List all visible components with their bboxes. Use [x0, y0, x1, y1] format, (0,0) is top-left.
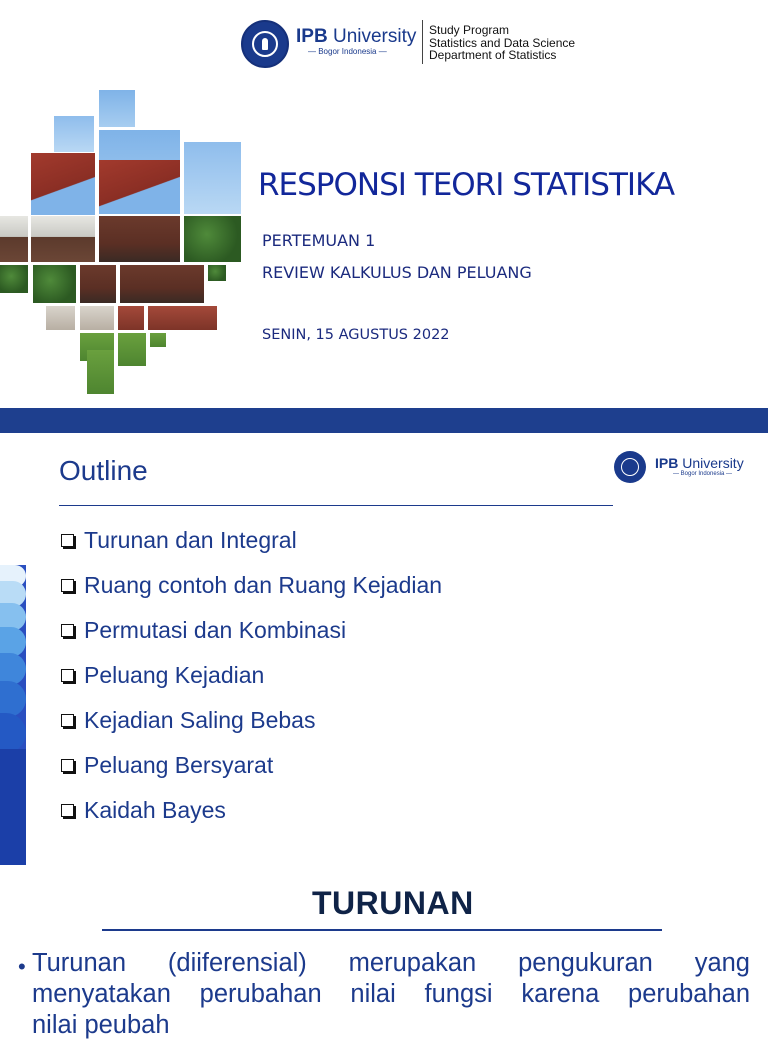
- brand-name-rest: University: [327, 26, 417, 47]
- study-program-block: [429, 24, 575, 62]
- presentation-title: RESPONSI TEORI STATISTIKA: [258, 167, 675, 203]
- meeting-label: PERTEMUAN 1: [262, 231, 376, 250]
- title-slide: [0, 0, 768, 408]
- checkbox-icon: [61, 534, 74, 547]
- checkbox-icon: [61, 669, 74, 682]
- checkbox-icon: [61, 714, 74, 727]
- outline-item-bersyarat: [61, 743, 442, 788]
- outline-item-label: Turunan dan Integral: [84, 527, 297, 553]
- paragraph-line-2: menyatakan perubahan nilai fungsi karena perubahan: [32, 980, 750, 1008]
- program-line-3: Department of Statistics: [429, 48, 557, 62]
- decorative-wave-strip: [0, 565, 26, 865]
- checkbox-icon: [61, 579, 74, 592]
- turunan-paragraph: [32, 948, 750, 1041]
- outline-list: [61, 518, 442, 833]
- outline-item-permutasi: [61, 608, 442, 653]
- bullet-icon: •: [18, 954, 26, 979]
- outline-title: Outline: [59, 455, 148, 486]
- outline-slide: [0, 433, 768, 868]
- outline-underline: [59, 505, 613, 506]
- program-line-2: Statistics and Data Science: [429, 35, 576, 50]
- topic-label: REVIEW KALKULUS DAN PELUANG: [262, 263, 532, 282]
- university-brand-small: [655, 456, 744, 477]
- outline-item-label: Peluang Bersyarat: [84, 752, 274, 778]
- header-divider: [422, 20, 423, 64]
- outline-item-turunan: [61, 518, 442, 563]
- paragraph-line-3: nilai peubah: [32, 1011, 170, 1039]
- outline-item-label: Kaidah Bayes: [84, 797, 226, 823]
- brand-name-bold: IPB: [296, 26, 328, 47]
- outline-item-ruang-contoh: [61, 563, 442, 608]
- outline-item-label: Ruang contoh dan Ruang Kejadian: [84, 572, 443, 598]
- small-brand-location: — Bogor Indonesia —: [673, 471, 733, 477]
- ipb-seal-logo: [241, 20, 289, 68]
- outline-item-label: Peluang Kejadian: [84, 662, 265, 688]
- checkbox-icon: [61, 759, 74, 772]
- outline-item-peluang-kejadian: [61, 653, 442, 698]
- brand-location: — Bogor Indonesia —: [308, 47, 387, 56]
- paragraph-line-1: Turunan (diiferensial) merupakan pengukuran yang: [32, 949, 750, 977]
- small-brand-bold: IPB: [655, 455, 679, 471]
- turunan-slide: [0, 868, 768, 1039]
- turunan-title: TURUNAN: [312, 885, 474, 921]
- checkbox-icon: [61, 624, 74, 637]
- program-line-1: Study Program: [429, 23, 510, 37]
- university-brand: [296, 27, 416, 57]
- checkbox-icon: [61, 804, 74, 817]
- ipb-seal-logo-small: [614, 451, 646, 483]
- outline-item-bayes: [61, 788, 442, 833]
- small-brand-rest: University: [678, 455, 744, 471]
- turunan-underline: [102, 929, 662, 931]
- outline-item-label: Kejadian Saling Bebas: [84, 707, 316, 733]
- outline-item-saling-bebas: [61, 698, 442, 743]
- outline-item-label: Permutasi dan Kombinasi: [84, 617, 347, 643]
- slide-separator-band: [0, 408, 768, 433]
- date-label: SENIN, 15 AGUSTUS 2022: [262, 327, 450, 343]
